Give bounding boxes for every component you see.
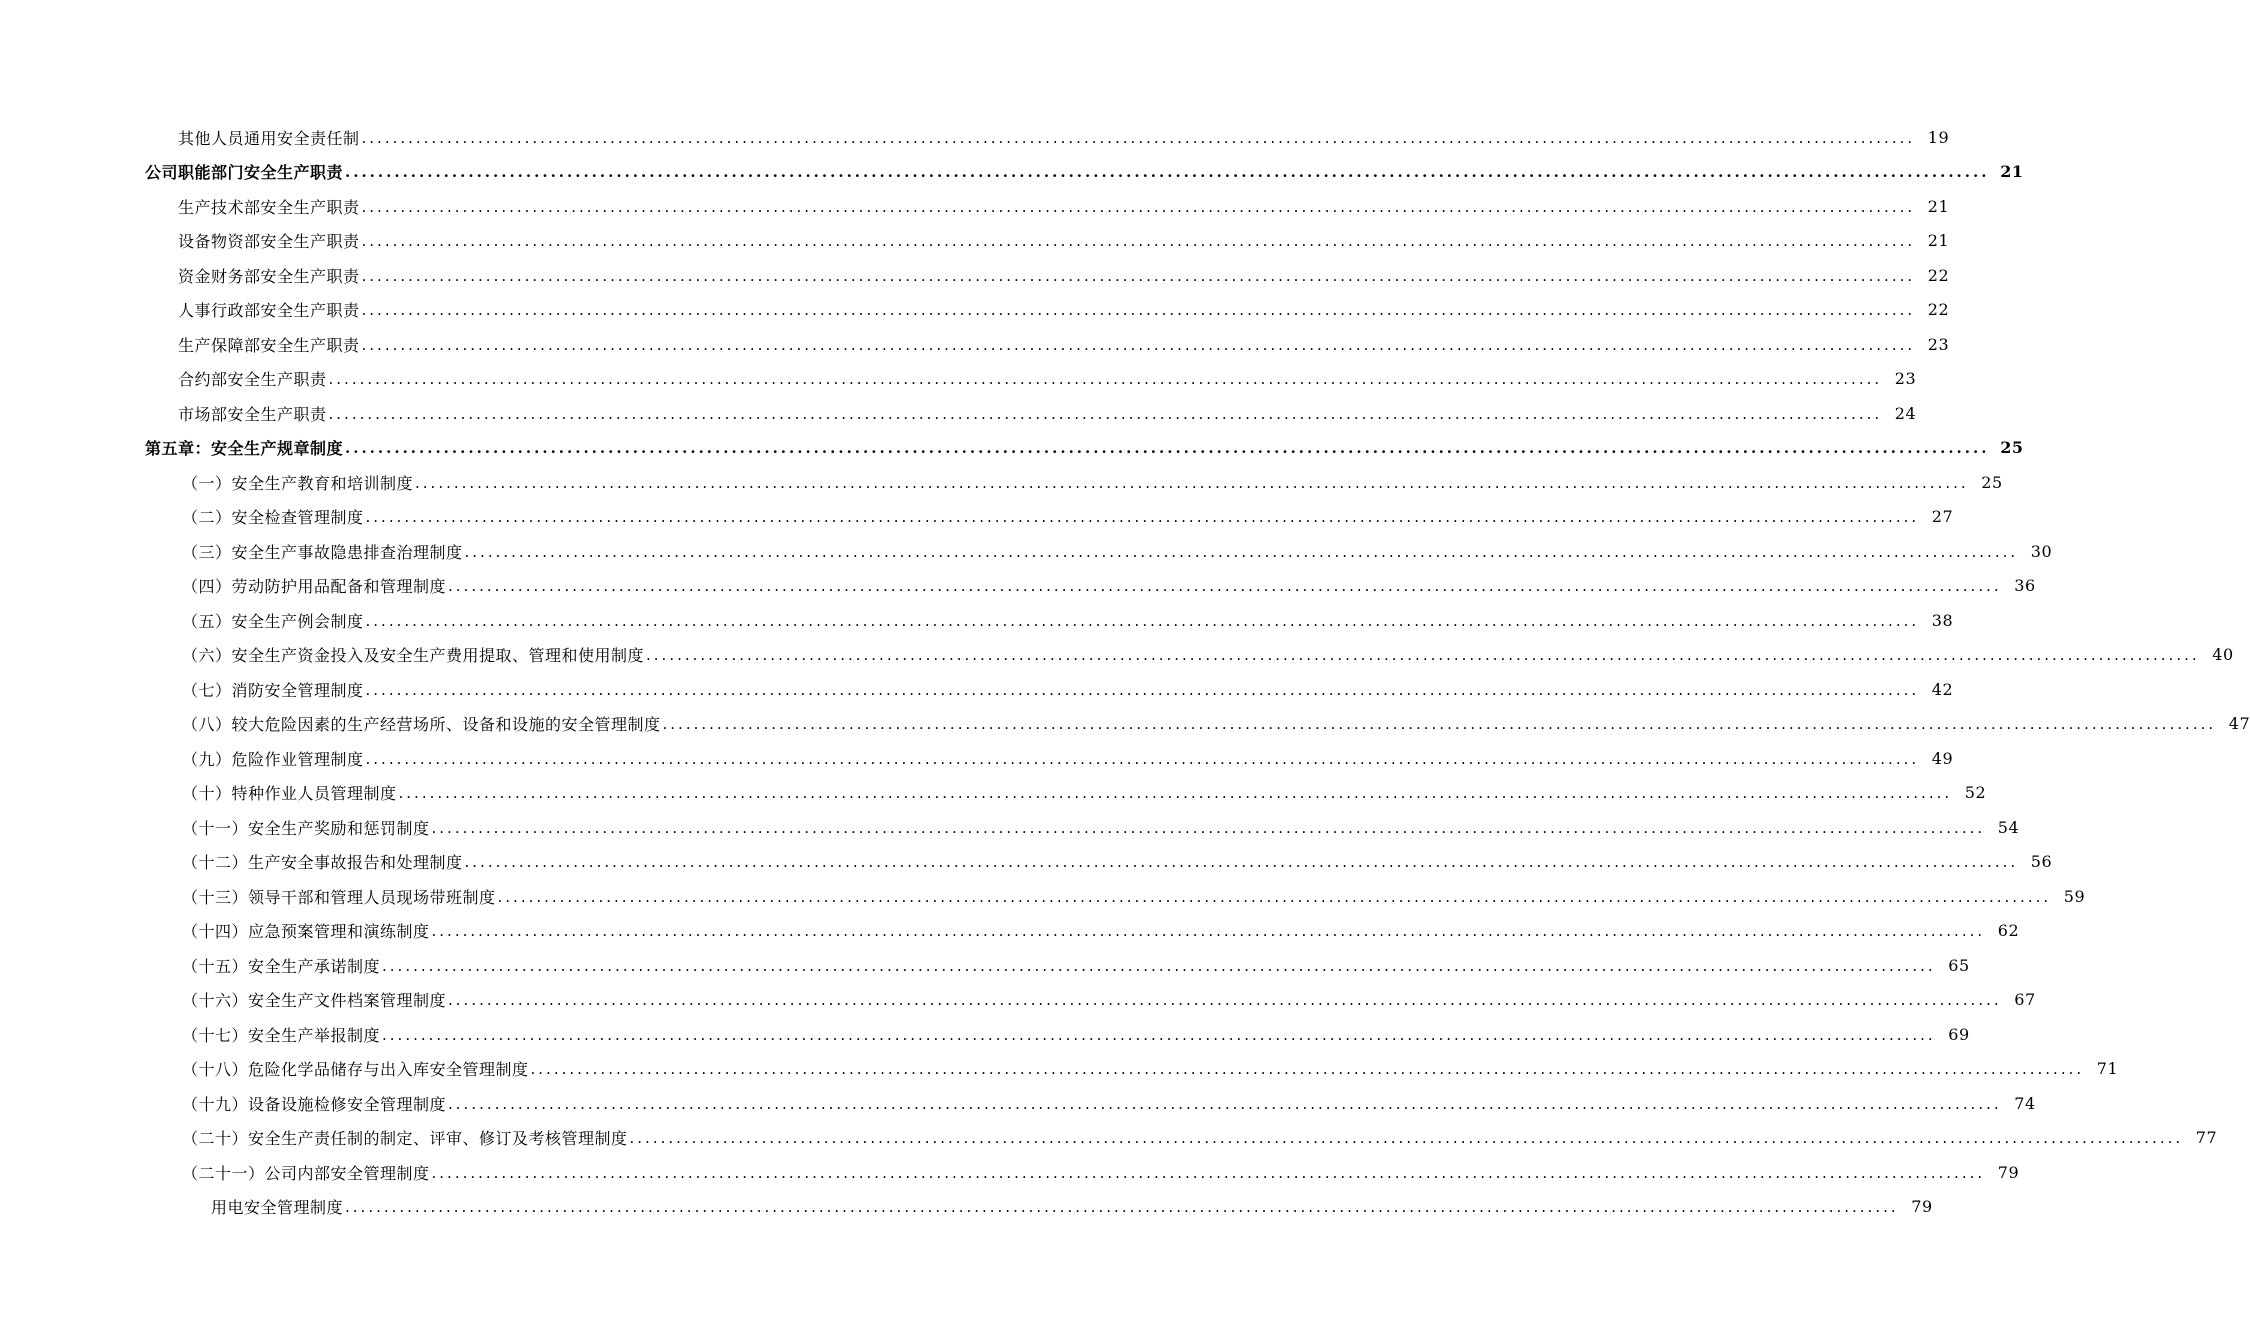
- toc-entry-title: 设备物资部安全生产职责: [178, 232, 360, 252]
- toc-dot-leader: ........................................................................................................................................................................................................: [629, 1129, 2184, 1148]
- toc-entry-title: （十五）安全生产承诺制度: [182, 956, 381, 976]
- toc-entry[interactable]: [0, 810, 2020, 845]
- toc-entry[interactable]: [0, 120, 1950, 155]
- toc-entry-page-number: 59: [2063, 886, 2086, 906]
- toc-entry[interactable]: [0, 1052, 2119, 1087]
- toc-entry[interactable]: [0, 465, 2003, 500]
- toc-dot-leader: ........................................................................................................................................................................................................: [448, 1094, 2002, 1113]
- toc-dot-leader: ........................................................................................................................................................................................................: [448, 577, 2002, 596]
- toc-entry-title: （十九）设备设施检修安全管理制度: [182, 1094, 447, 1114]
- toc-entry[interactable]: [0, 879, 2086, 914]
- toc-entry-page-number: 38: [1931, 610, 1954, 630]
- toc-entry[interactable]: [0, 741, 1954, 776]
- toc-entry-page-number: 36: [2014, 576, 2036, 596]
- toc-dot-leader: ........................................................................................................................................................................................................: [361, 266, 1916, 285]
- toc-entry-title: 生产技术部安全生产职责: [178, 197, 360, 217]
- toc-entry[interactable]: [0, 1086, 2036, 1121]
- toc-entry-title: （十二）生产安全事故报告和处理制度: [182, 853, 463, 873]
- toc-entry-page-number: 47: [2228, 714, 2250, 734]
- toc-entry-page-number: 23: [1927, 334, 1950, 354]
- toc-entry-title: （十）特种作业人员管理制度: [182, 784, 397, 804]
- toc-dot-leader: ........................................................................................................................................................................................................: [361, 335, 1916, 354]
- toc-dot-leader: ........................................................................................................................................................................................................: [345, 1198, 1899, 1217]
- toc-dot-leader: ........................................................................................................................................................................................................: [431, 1163, 1986, 1182]
- toc-entry[interactable]: [0, 189, 1950, 224]
- toc-dot-leader: ........................................................................................................................................................................................................: [345, 439, 1990, 458]
- toc-entry[interactable]: [0, 638, 2234, 673]
- toc-dot-leader: ........................................................................................................................................................................................................: [328, 404, 1883, 423]
- toc-dot-leader: ........................................................................................................................................................................................................: [646, 646, 2200, 665]
- toc-entry-title: （四）劳动防护用品配备和管理制度: [182, 577, 447, 597]
- toc-entry[interactable]: [0, 948, 1970, 983]
- toc-dot-leader: ........................................................................................................................................................................................................: [365, 508, 1920, 527]
- toc-entry-page-number: 23: [1894, 369, 1917, 389]
- toc-entry-page-number: 62: [1997, 921, 2020, 941]
- toc-entry-title: （十八）危险化学品储存与出入库安全管理制度: [182, 1060, 529, 1080]
- toc-entry-title: （六）安全生产资金投入及安全生产费用提取、管理和使用制度: [182, 646, 645, 666]
- toc-entry-page-number: 65: [1948, 955, 1970, 975]
- toc-entry-title: 用电安全管理制度: [211, 1198, 344, 1218]
- toc-entry-title: （十三）领导干部和管理人员现场带班制度: [182, 887, 496, 907]
- toc-entry-page-number: 22: [1927, 265, 1950, 285]
- toc-entry-title: 人事行政部安全生产职责: [178, 301, 360, 321]
- toc-entry-page-number: 71: [2096, 1059, 2119, 1079]
- toc-entry-title: （五）安全生产例会制度: [182, 611, 364, 631]
- toc-dot-leader: ........................................................................................................................................................................................................: [361, 197, 1916, 216]
- toc-entry-page-number: 30: [2030, 541, 2053, 561]
- toc-entry-title: （一）安全生产教育和培训制度: [182, 473, 414, 493]
- toc-dot-leader: ........................................................................................................................................................................................................: [497, 887, 2052, 906]
- toc-entry-page-number: 19: [1927, 127, 1950, 147]
- toc-dot-leader: ........................................................................................................................................................................................................: [530, 1060, 2085, 1079]
- toc-entry[interactable]: [0, 155, 2024, 190]
- toc-entry-page-number: 21: [2000, 162, 2024, 182]
- toc-entry-title: （十一）安全生产奖励和惩罚制度: [182, 818, 430, 838]
- toc-entry-page-number: 79: [1997, 1162, 2020, 1182]
- toc-entry[interactable]: [0, 327, 1950, 362]
- toc-entry-title: （十四）应急预案管理和演练制度: [182, 922, 430, 942]
- toc-entry[interactable]: [0, 258, 1950, 293]
- toc-entry[interactable]: [0, 914, 2020, 949]
- toc-entry-page-number: 49: [1931, 748, 1954, 768]
- toc-entry-page-number: 77: [2195, 1128, 2218, 1148]
- toc-entry-page-number: 21: [1927, 196, 1950, 216]
- table-of-contents: [0, 120, 2250, 1224]
- toc-entry-title: 合约部安全生产职责: [178, 370, 327, 390]
- toc-dot-leader: ........................................................................................................................................................................................................: [448, 991, 2002, 1010]
- toc-entry-title: 第五章：安全生产规章制度: [145, 439, 344, 459]
- toc-entry-page-number: 79: [1911, 1197, 1933, 1217]
- toc-entry-title: （九）危险作业管理制度: [182, 749, 364, 769]
- toc-entry-page-number: 25: [1981, 472, 2003, 492]
- toc-entry-page-number: 67: [2014, 990, 2036, 1010]
- toc-entry-page-number: 27: [1931, 507, 1954, 527]
- toc-dot-leader: ........................................................................................................................................................................................................: [464, 853, 2019, 872]
- toc-entry-page-number: 42: [1931, 679, 1954, 699]
- toc-entry-title: （十六）安全生产文件档案管理制度: [182, 991, 447, 1011]
- toc-entry[interactable]: [0, 431, 2024, 466]
- toc-entry-title: （三）安全生产事故隐患排查治理制度: [182, 542, 463, 562]
- toc-entry[interactable]: [0, 534, 2053, 569]
- toc-entry-title: （八）较大危险因素的生产经营场所、设备和设施的安全管理制度: [182, 715, 661, 735]
- toc-entry-title: 其他人员通用安全责任制: [178, 128, 360, 148]
- toc-dot-leader: ........................................................................................................................................................................................................: [382, 1025, 1936, 1044]
- toc-entry[interactable]: [0, 362, 1917, 397]
- toc-entry[interactable]: [0, 1017, 1970, 1052]
- toc-dot-leader: ........................................................................................................................................................................................................: [365, 749, 1920, 768]
- toc-entry-title: 生产保障部安全生产职责: [178, 335, 360, 355]
- toc-dot-leader: ........................................................................................................................................................................................................: [382, 956, 1936, 975]
- toc-dot-leader: ........................................................................................................................................................................................................: [345, 163, 1990, 182]
- toc-entry[interactable]: [0, 569, 2036, 604]
- toc-entry[interactable]: [0, 500, 1954, 535]
- toc-dot-leader: ........................................................................................................................................................................................................: [398, 784, 1953, 803]
- toc-entry-page-number: 54: [1997, 817, 2020, 837]
- toc-entry[interactable]: [0, 983, 2036, 1018]
- toc-entry[interactable]: [0, 603, 1954, 638]
- toc-entry-page-number: 21: [1927, 231, 1950, 251]
- toc-entry-page-number: 74: [2014, 1093, 2036, 1113]
- toc-dot-leader: ........................................................................................................................................................................................................: [361, 128, 1916, 147]
- toc-entry[interactable]: [0, 776, 1987, 811]
- toc-entry-title: 公司职能部门安全生产职责: [145, 163, 344, 183]
- toc-entry[interactable]: [0, 707, 2250, 742]
- toc-entry-title: （七）消防安全管理制度: [182, 680, 364, 700]
- toc-entry[interactable]: [0, 293, 1950, 328]
- toc-entry-page-number: 69: [1948, 1024, 1970, 1044]
- toc-entry-page-number: 25: [2000, 438, 2024, 458]
- toc-entry[interactable]: [0, 396, 1917, 431]
- toc-dot-leader: ........................................................................................................................................................................................................: [464, 542, 2019, 561]
- toc-entry-title: （十七）安全生产举报制度: [182, 1025, 381, 1045]
- toc-dot-leader: ........................................................................................................................................................................................................: [365, 611, 1920, 630]
- toc-entry[interactable]: [0, 845, 2053, 880]
- toc-entry[interactable]: [0, 672, 1954, 707]
- toc-dot-leader: ........................................................................................................................................................................................................: [431, 818, 1986, 837]
- toc-entry-title: 资金财务部安全生产职责: [178, 266, 360, 286]
- toc-entry-title: （二十）安全生产责任制的制定、评审、修订及考核管理制度: [182, 1129, 628, 1149]
- toc-entry-title: 市场部安全生产职责: [178, 404, 327, 424]
- toc-dot-leader: ........................................................................................................................................................................................................: [365, 680, 1920, 699]
- toc-entry-page-number: 24: [1894, 403, 1917, 423]
- toc-entry[interactable]: [0, 224, 1950, 259]
- toc-entry-page-number: 52: [1964, 783, 1987, 803]
- toc-entry-title: （二）安全检查管理制度: [182, 508, 364, 528]
- toc-dot-leader: ........................................................................................................................................................................................................: [431, 922, 1986, 941]
- toc-entry[interactable]: [0, 1121, 2218, 1156]
- toc-entry-title: （二十一）公司内部安全管理制度: [182, 1163, 430, 1183]
- toc-dot-leader: ........................................................................................................................................................................................................: [662, 715, 2217, 734]
- toc-dot-leader: ........................................................................................................................................................................................................: [328, 370, 1883, 389]
- toc-entry-page-number: 56: [2030, 852, 2053, 872]
- toc-entry-page-number: 40: [2212, 645, 2234, 665]
- toc-entry[interactable]: [0, 1155, 2020, 1190]
- toc-entry-page-number: 22: [1927, 300, 1950, 320]
- toc-dot-leader: ........................................................................................................................................................................................................: [361, 301, 1916, 320]
- toc-dot-leader: ........................................................................................................................................................................................................: [361, 232, 1916, 251]
- toc-entry[interactable]: [0, 1190, 1933, 1225]
- toc-dot-leader: ........................................................................................................................................................................................................: [415, 473, 1969, 492]
